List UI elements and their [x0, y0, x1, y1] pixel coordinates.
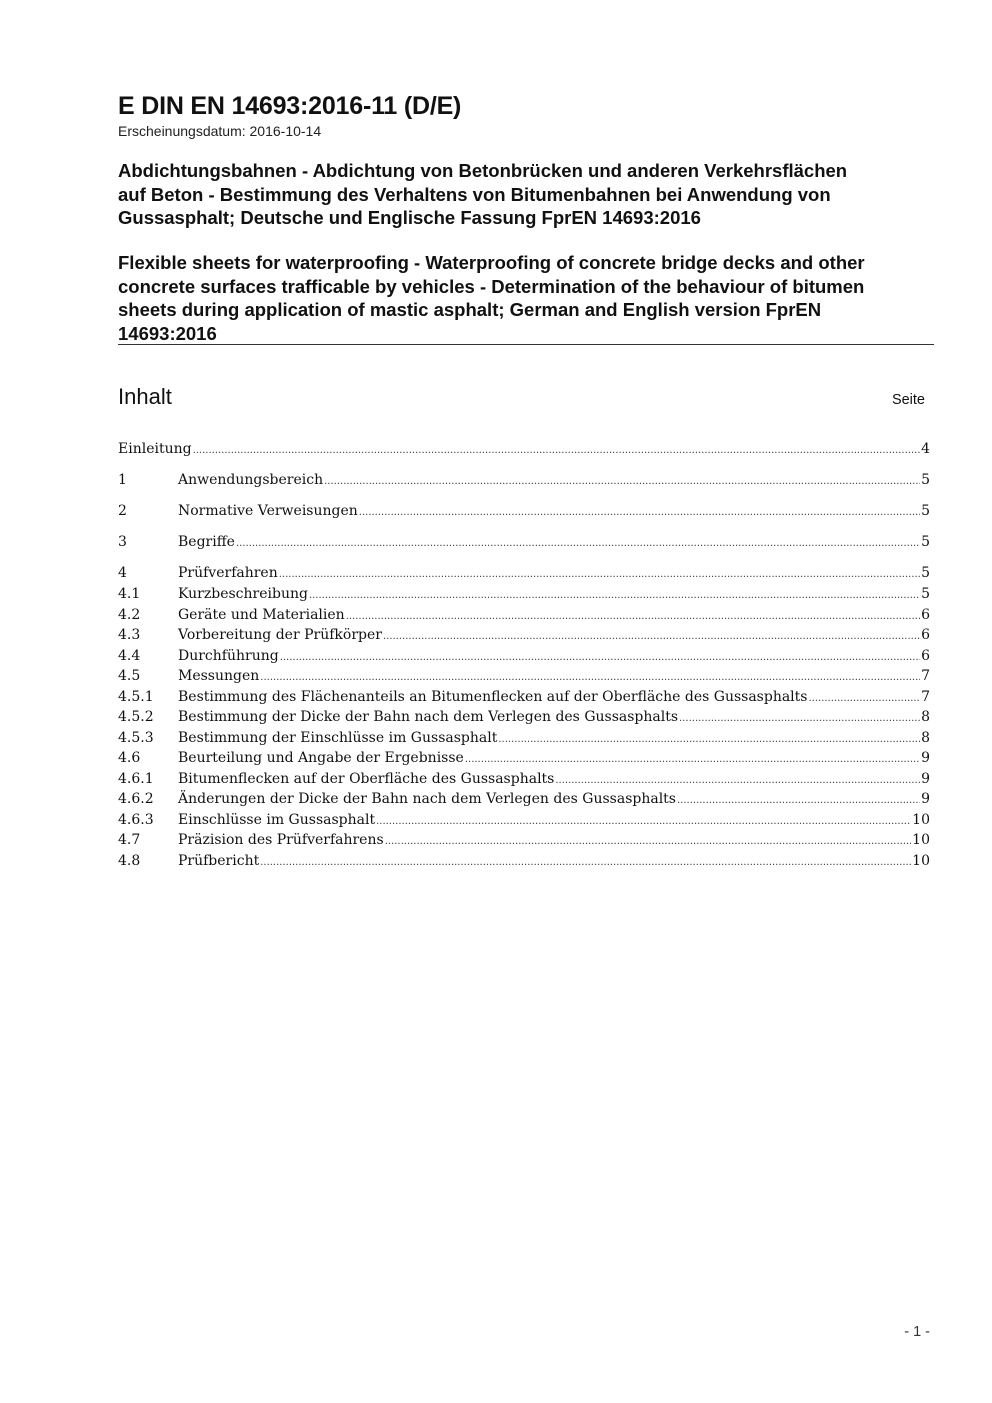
toc-entry[interactable] [118, 565, 930, 586]
english-title [118, 251, 940, 345]
toc-entry-title[interactable]: Begriffe [178, 534, 235, 550]
toc-entry[interactable] [118, 472, 930, 493]
toc-entry[interactable] [118, 648, 930, 669]
toc-leader-dots [555, 771, 920, 787]
toc-entry-title[interactable]: Anwendungsbereich [178, 472, 324, 488]
toc-entry-title[interactable]: Bitumenflecken auf der Oberfläche des Gussasphalts [178, 770, 555, 787]
toc-entry-number: 4.6.2 [118, 791, 154, 807]
toc-entry[interactable] [118, 771, 930, 792]
toc-entry[interactable] [118, 709, 930, 730]
english-title-line: concrete surfaces trafficable by vehicles - Determination of the behaviour of bitumen [118, 275, 865, 297]
toc-entry-title[interactable]: Präzision des Prüfverfahrens [178, 832, 384, 848]
toc-entry-title[interactable]: Geräte und Materialien [178, 606, 345, 623]
toc-entry-title[interactable]: Änderungen der Dicke der Bahn nach dem Verlegen des Gussasphalts [178, 791, 676, 807]
toc-entry-page: 5 [921, 503, 930, 519]
publication-date: Erscheinungsdatum: 2016-10-14 [118, 123, 322, 139]
toc-entry-title[interactable]: Bestimmung des Flächenanteils an Bitumenflecken auf der Oberfläche des Gussasphalts [178, 688, 808, 705]
toc-leader-dots [383, 627, 920, 643]
toc-entry-number: 4.2 [118, 606, 141, 623]
toc-leader-dots [260, 853, 911, 869]
toc-leader-dots [808, 689, 920, 705]
toc-entry-number: 4.5.1 [118, 688, 154, 705]
toc-entry-page: 10 [912, 852, 930, 869]
toc-entry-title[interactable]: Vorbereitung der Prüfkörper [178, 627, 382, 643]
toc-entry-page: 10 [912, 832, 930, 848]
toc-entry[interactable] [118, 441, 930, 462]
document-id: E DIN EN 14693:2016-11 (D/E) [118, 92, 462, 120]
german-title-line: Gussasphalt; Deutsche und Englische Fassung FprEN 14693:2016 [118, 207, 701, 228]
german-title [118, 159, 940, 230]
toc-leader-dots [465, 750, 920, 766]
toc-entry[interactable] [118, 607, 930, 628]
toc-entry-page: 8 [921, 729, 930, 746]
toc-entry-title[interactable]: Bestimmung der Einschlüsse im Gussasphalt [178, 729, 498, 746]
toc-entry-title[interactable]: Bestimmung der Dicke der Bahn nach dem Verlegen des Gussasphalts [178, 709, 679, 725]
toc-leader-dots [359, 503, 920, 519]
toc-entry-number: 4.6.1 [118, 770, 154, 787]
toc-entry-number: 1 [118, 472, 127, 488]
toc-entry-title[interactable]: Kurzbeschreibung [178, 586, 308, 602]
toc-leader-dots [279, 565, 920, 581]
toc-leader-dots [376, 812, 911, 828]
toc-entry[interactable] [118, 832, 930, 853]
toc-entry-number: 4.1 [118, 586, 141, 602]
toc-entry-page: 7 [921, 688, 930, 705]
toc-entry-page: 4 [921, 441, 930, 457]
toc-entry[interactable] [118, 586, 930, 607]
toc-entry[interactable] [118, 750, 930, 771]
toc-entry-number: 4.4 [118, 647, 141, 664]
english-title-line: sheets during application of mastic asphalt; German and English version FprEN [118, 299, 822, 320]
english-title-line: Flexible sheets for waterproofing - Waterproofing of concrete bridge decks and other [118, 252, 865, 273]
toc-heading: Inhalt [118, 384, 172, 409]
toc-entry-number: 4.5 [118, 668, 141, 684]
toc-entry[interactable] [118, 730, 930, 751]
page-number: - 1 - [904, 1324, 930, 1340]
toc-entry-number: 4.7 [118, 832, 141, 848]
toc-leader-dots [260, 668, 920, 684]
toc-entry[interactable] [118, 668, 930, 689]
toc-entry-page: 10 [912, 811, 930, 828]
toc-entry-title[interactable]: Messungen [178, 668, 260, 684]
toc-entry-title[interactable]: Einschlüsse im Gussasphalt [178, 811, 376, 828]
toc-entry-page: 6 [921, 627, 930, 643]
toc-entry-number: 4 [118, 565, 127, 581]
toc-leader-dots [679, 709, 920, 725]
toc-entry[interactable] [118, 627, 930, 648]
toc-entry-title[interactable]: Prüfverfahren [178, 565, 278, 581]
table-of-contents [118, 441, 930, 873]
english-title-line: 14693:2016 [118, 322, 217, 344]
toc-entry-page: 6 [921, 606, 930, 623]
toc-leader-dots [309, 586, 920, 602]
toc-entry[interactable] [118, 534, 930, 555]
toc-leader-dots [236, 534, 920, 550]
toc-entry[interactable] [118, 689, 930, 710]
toc-leader-dots [193, 441, 921, 457]
toc-entry-number: 3 [118, 534, 127, 550]
german-title-line: auf Beton - Bestimmung des Verhaltens von Bitumenbahnen bei Anwendung von [118, 183, 831, 205]
toc-leader-dots [498, 730, 920, 746]
toc-entry-page: 6 [921, 647, 930, 664]
toc-entry-page: 8 [921, 709, 930, 725]
toc-entry-number: 4.3 [118, 627, 141, 643]
toc-entry-page: 5 [921, 472, 930, 488]
toc-entry-title[interactable]: Durchführung [178, 647, 279, 664]
toc-entry-title[interactable]: Einleitung [118, 441, 192, 457]
german-title-line: Abdichtungsbahnen - Abdichtung von Betonbrücken und anderen Verkehrsflächen [118, 160, 848, 181]
toc-entry-title[interactable]: Normative Verweisungen [178, 503, 358, 519]
toc-entry-number: 4.5.2 [118, 709, 154, 725]
toc-entry[interactable] [118, 853, 930, 874]
toc-leader-dots [324, 472, 920, 488]
toc-leader-dots [677, 791, 920, 807]
toc-entry-page: 9 [921, 770, 930, 787]
toc-entry[interactable] [118, 503, 930, 524]
toc-leader-dots [385, 832, 911, 848]
toc-entry-page: 5 [921, 586, 930, 602]
toc-leader-dots [280, 648, 920, 664]
toc-page-label: Seite [891, 392, 925, 408]
toc-entry-number: 4.5.3 [118, 729, 154, 746]
toc-leader-dots [346, 607, 920, 623]
toc-entry-number: 4.6.3 [118, 811, 154, 828]
toc-entry-number: 4.8 [118, 852, 141, 869]
toc-entry-number: 2 [118, 503, 127, 519]
toc-entry[interactable] [118, 791, 930, 812]
toc-entry-title[interactable]: Beurteilung und Angabe der Ergebnisse [178, 750, 464, 766]
title-divider [118, 344, 934, 345]
toc-entry-page: 5 [921, 534, 930, 550]
toc-entry-number: 4.6 [118, 750, 141, 766]
toc-entry-page: 7 [921, 668, 930, 684]
toc-entry[interactable] [118, 812, 930, 833]
toc-entry-title[interactable]: Prüfbericht [178, 852, 260, 869]
toc-entry-page: 9 [921, 791, 930, 807]
toc-entry-page: 9 [921, 750, 930, 766]
toc-entry-page: 5 [921, 565, 930, 581]
